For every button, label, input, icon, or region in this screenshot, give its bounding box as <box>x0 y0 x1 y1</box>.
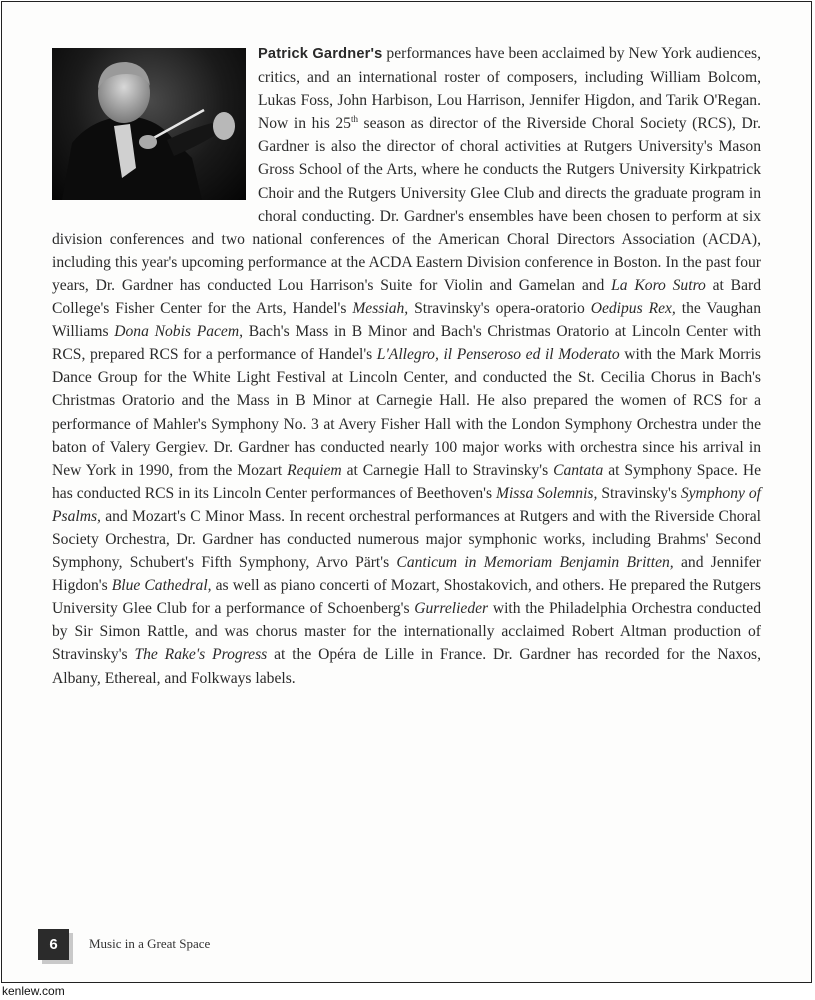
work-title: Cantata <box>553 461 604 479</box>
work-title: Blue Cathedral, <box>111 577 212 595</box>
work-title: Dona Nobis Pacem, <box>114 323 244 341</box>
photo-spacer <box>52 42 258 226</box>
bio-text: Stravinsky's opera-oratorio <box>408 300 591 318</box>
work-title: Oedipus Rex, <box>590 300 676 318</box>
bio-text: the Vaughan Williams <box>52 300 761 341</box>
bio-text: as well as piano concerti of Mozart, Shostakovich, and others. He prepared the Rutgers University Glee Club for a performance of Schoenberg's <box>52 577 761 618</box>
bio-text: at Symphony Space. He has conducted RCS in its Lincoln Center performances of Beethoven's <box>52 461 761 502</box>
work-title: La Koro Sutro <box>611 276 706 294</box>
work-title: L'Allegro, il Penseroso ed il Moderato <box>376 346 620 364</box>
bio-text: with the Philadelphia Orchestra conducted by Sir Simon Rattle, and was chorus master for the internationally acclaimed Robert Altman production of Stravinsky's <box>52 600 761 664</box>
watermark: kenlew.com <box>2 984 65 998</box>
bio-text: season as director of the Riverside Choral Society (RCS), Dr. Gardner is also the director of choral activities at Rutgers University's Mason Gross School of the Arts, where he conducts the Rutgers University Kirkpatrick Choir and the Rutgers University Glee Club and directs the graduate program in choral conducting. Dr. Gardner's ensembles have been chosen to perform at six division conferences and two national conferences of the American Choral Directors Association (ACDA), including this year's upcoming performance at the ACDA Eastern Division conference in Boston. In the past four years, Dr. Gardner has conducted Lou Harrison's Suite for Violin and Gamelan and <box>52 115 761 294</box>
work-title: Requiem <box>287 461 342 479</box>
bio-text: and Jennifer Higdon's <box>52 554 761 595</box>
work-title: The Rake's Progress <box>134 646 268 664</box>
work-title: Symphony of Psalms, <box>52 484 761 525</box>
bio-text: and Mozart's C Minor Mass. In recent orchestral performances at Rutgers and with the Riverside Choral Society Orchestra, Dr. Gardner has conducted numerous major symphonic works, including Brahms' Second Symphony, Schubert's Fifth Symphony, Arvo Pärt's <box>52 507 761 572</box>
bio-text: performances have been acclaimed by New York audiences, critics, and an international roster of composers, including William Bolcom, Lukas Foss, John Harbison, Lou Harrison, Jennifer Higdon, and Tarik O'Regan. Now in his 25 <box>258 45 761 133</box>
bio-text: Stravinsky's <box>597 484 681 502</box>
bio-paragraph <box>52 42 761 690</box>
bio-text: at the Opéra de Lille in France. Dr. Gardner has recorded for the Naxos, Albany, Ethereal, and Folkways labels. <box>52 646 761 687</box>
work-title: Gurrelieder <box>414 600 489 618</box>
bio-text: at Bard College's Fisher Center for the Arts, Handel's <box>52 276 761 318</box>
work-title: Messiah, <box>352 300 409 318</box>
page-number: 6 <box>38 929 69 960</box>
work-title: Missa Solemnis, <box>495 484 598 502</box>
bio-name: Patrick Gardner's <box>258 46 383 62</box>
bio-text: at Carnegie Hall to Stravinsky's <box>341 461 554 479</box>
ordinal-suffix: th <box>350 114 358 125</box>
bio-text: Bach's Mass in B Minor and Bach's Christmas Oratorio at Lincoln Center with RCS, prepared RCS for a performance of Handel's <box>52 323 761 364</box>
bio-text: with the Mark Morris Dance Group for the White Light Festival at Lincoln Center, and conducted the St. Cecilia Chorus in Bach's Christmas Oratorio and the Mass in B Minor at Carnegie Hall. He also prepared the women of RCS for a performance of Mahler's Symphony No. 3 at Avery Fisher Hall with the London Symphony Orchestra under the baton of Valery Gergiev. Dr. Gardner has conducted nearly 100 major works with orchestra since his arrival in New York in 1990, from the Mozart <box>52 346 762 479</box>
publication-title: Music in a Great Space <box>89 936 211 951</box>
work-title: Canticum in Memoriam Benjamin Britten, <box>396 554 674 572</box>
